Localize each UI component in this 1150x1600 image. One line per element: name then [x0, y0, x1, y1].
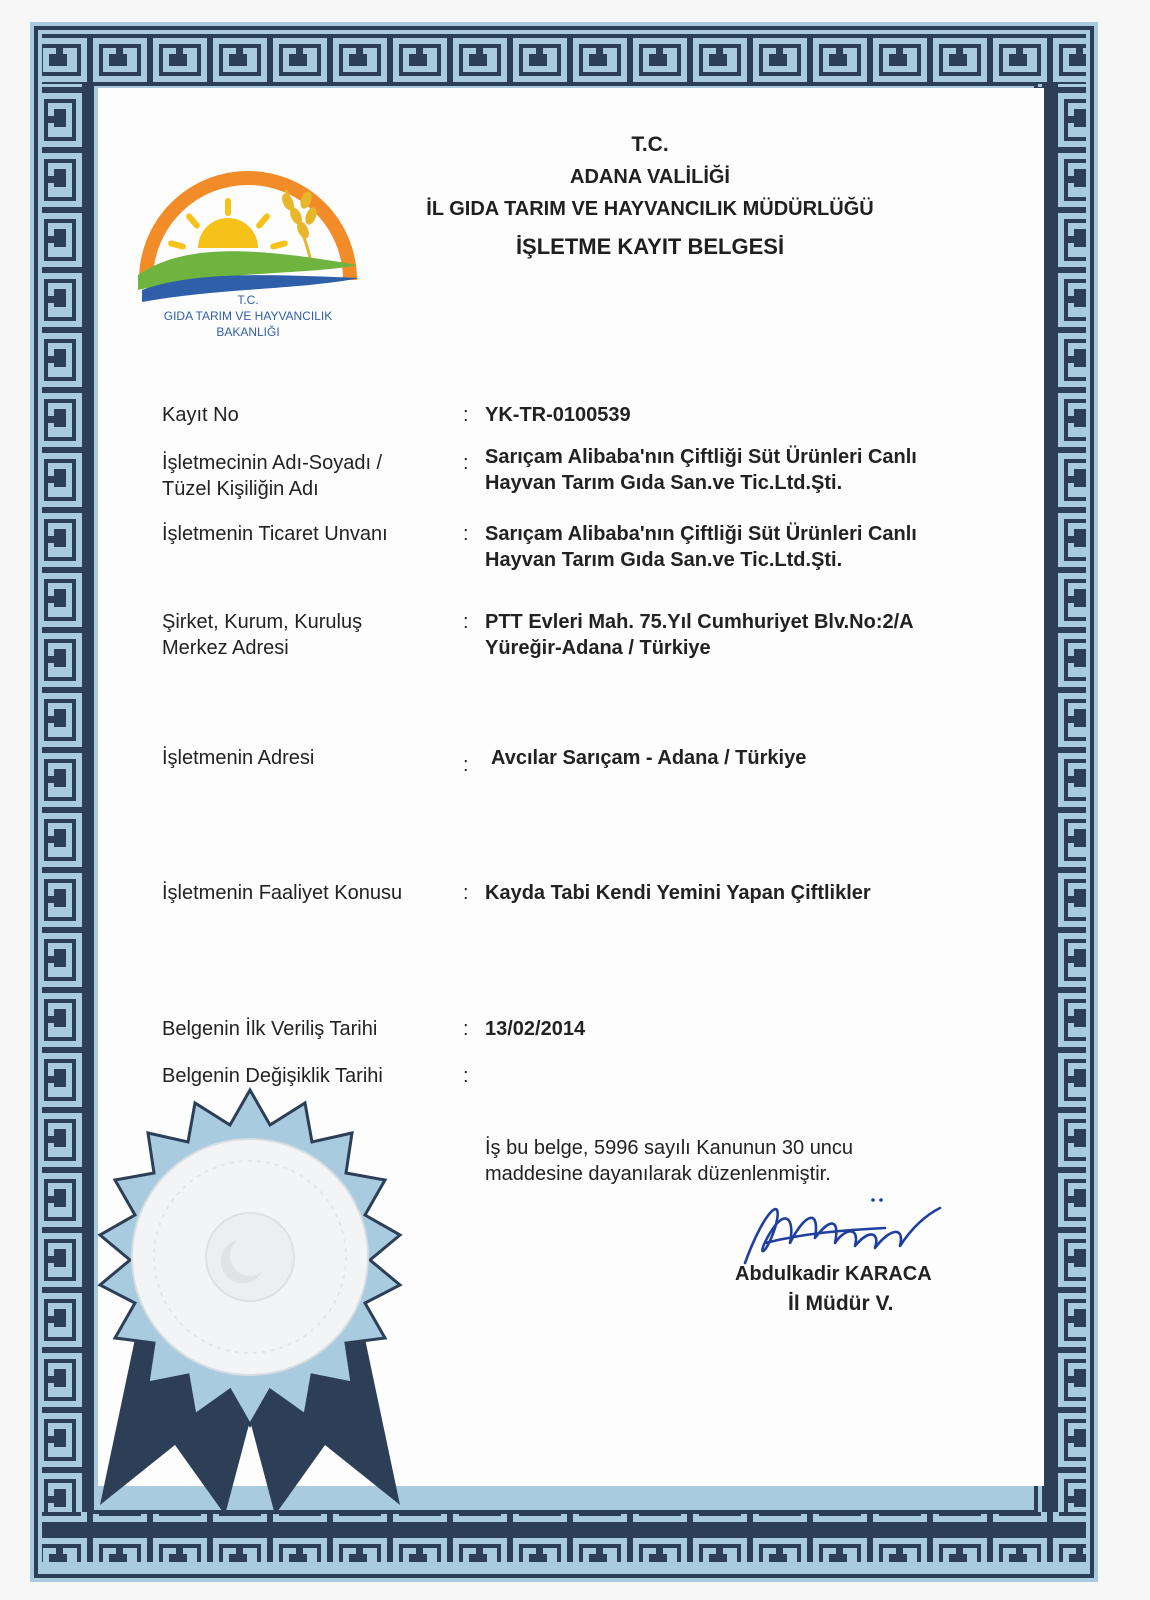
label-isletmeci-line1: İşletmecinin Adı-Soyadı /	[162, 452, 383, 474]
legal-note-line2: maddesine dayanılarak düzenlenmiştir.	[485, 1163, 831, 1185]
label-merkez-adresi-line2: Merkez Adresi	[162, 637, 289, 659]
legal-note-line1: İş bu belge, 5996 sayılı Kanunun 30 uncu	[485, 1137, 854, 1159]
colon: :	[463, 452, 469, 474]
legal-note	[485, 1135, 945, 1187]
value-ticaret-unvani-line1: Sarıçam Alibaba'nın Çiftliği Süt Ürünleri Canlı	[485, 523, 917, 545]
logo-ministry-line2: BAKANLIĞI	[216, 325, 280, 339]
colon: :	[463, 404, 469, 426]
value-isletme-adresi: Avcılar Sarıçam - Adana / Türkiye	[491, 747, 807, 769]
label-kayit-no: Kayıt No	[162, 404, 239, 426]
label-degisiklik-tarihi: Belgenin Değişiklik Tarihi	[162, 1065, 383, 1087]
value-ticaret-unvani-line2: Hayvan Tarım Gıda San.ve Tic.Ltd.Şti.	[485, 549, 843, 571]
label-isletme-adresi: İşletmenin Adresi	[162, 747, 315, 769]
colon: :	[463, 611, 469, 633]
signatory-name: Abdulkadir KARACA	[735, 1263, 932, 1285]
signatory-title: İl Müdür V.	[788, 1292, 894, 1315]
colon: :	[463, 882, 469, 904]
value-merkez-adresi-line1: PTT Evleri Mah. 75.Yıl Cumhuriyet Blv.No:2/A	[485, 611, 914, 633]
ministry-seal-rosette	[80, 1085, 420, 1515]
label-ilk-verilis-tarihi: Belgenin İlk Veriliş Tarihi	[162, 1018, 378, 1040]
colon: :	[463, 754, 469, 776]
value-isletmeci-line1: Sarıçam Alibaba'nın Çiftliği Süt Ürünleri Canlı	[485, 446, 917, 468]
value-merkez-adresi-line2: Yüreğir-Adana / Türkiye	[485, 637, 711, 659]
colon: :	[463, 523, 469, 545]
header-directorate: İL GIDA TARIM VE HAYVANCILIK MÜDÜRLÜĞÜ	[426, 198, 874, 220]
colon: :	[463, 1018, 469, 1040]
document-title: İŞLETME KAYIT BELGESİ	[515, 234, 785, 259]
header-governorship: ADANA VALİLİĞİ	[570, 166, 730, 188]
label-faaliyet-konusu: İşletmenin Faaliyet Konusu	[162, 882, 403, 904]
value-faaliyet-konusu: Kayda Tabi Kendi Yemini Yapan Çiftlikler	[485, 882, 871, 904]
logo-tc: T.C.	[237, 293, 259, 307]
value-ilk-verilis-tarihi: 13/02/2014	[485, 1018, 586, 1040]
label-isletmeci-line2: Tüzel Kişiliğin Adı	[162, 478, 319, 500]
label-ticaret-unvani: İşletmenin Ticaret Unvanı	[162, 523, 388, 545]
label-merkez-adresi-line1: Şirket, Kurum, Kuruluş	[162, 611, 363, 633]
value-isletmeci-line2: Hayvan Tarım Gıda San.ve Tic.Ltd.Şti.	[485, 472, 843, 494]
colon: :	[463, 1065, 469, 1087]
value-kayit-no: YK-TR-0100539	[485, 404, 631, 426]
header-tc: T.C.	[631, 133, 669, 156]
logo-ministry-line: GIDA TARIM VE HAYVANCILIK	[163, 309, 333, 323]
